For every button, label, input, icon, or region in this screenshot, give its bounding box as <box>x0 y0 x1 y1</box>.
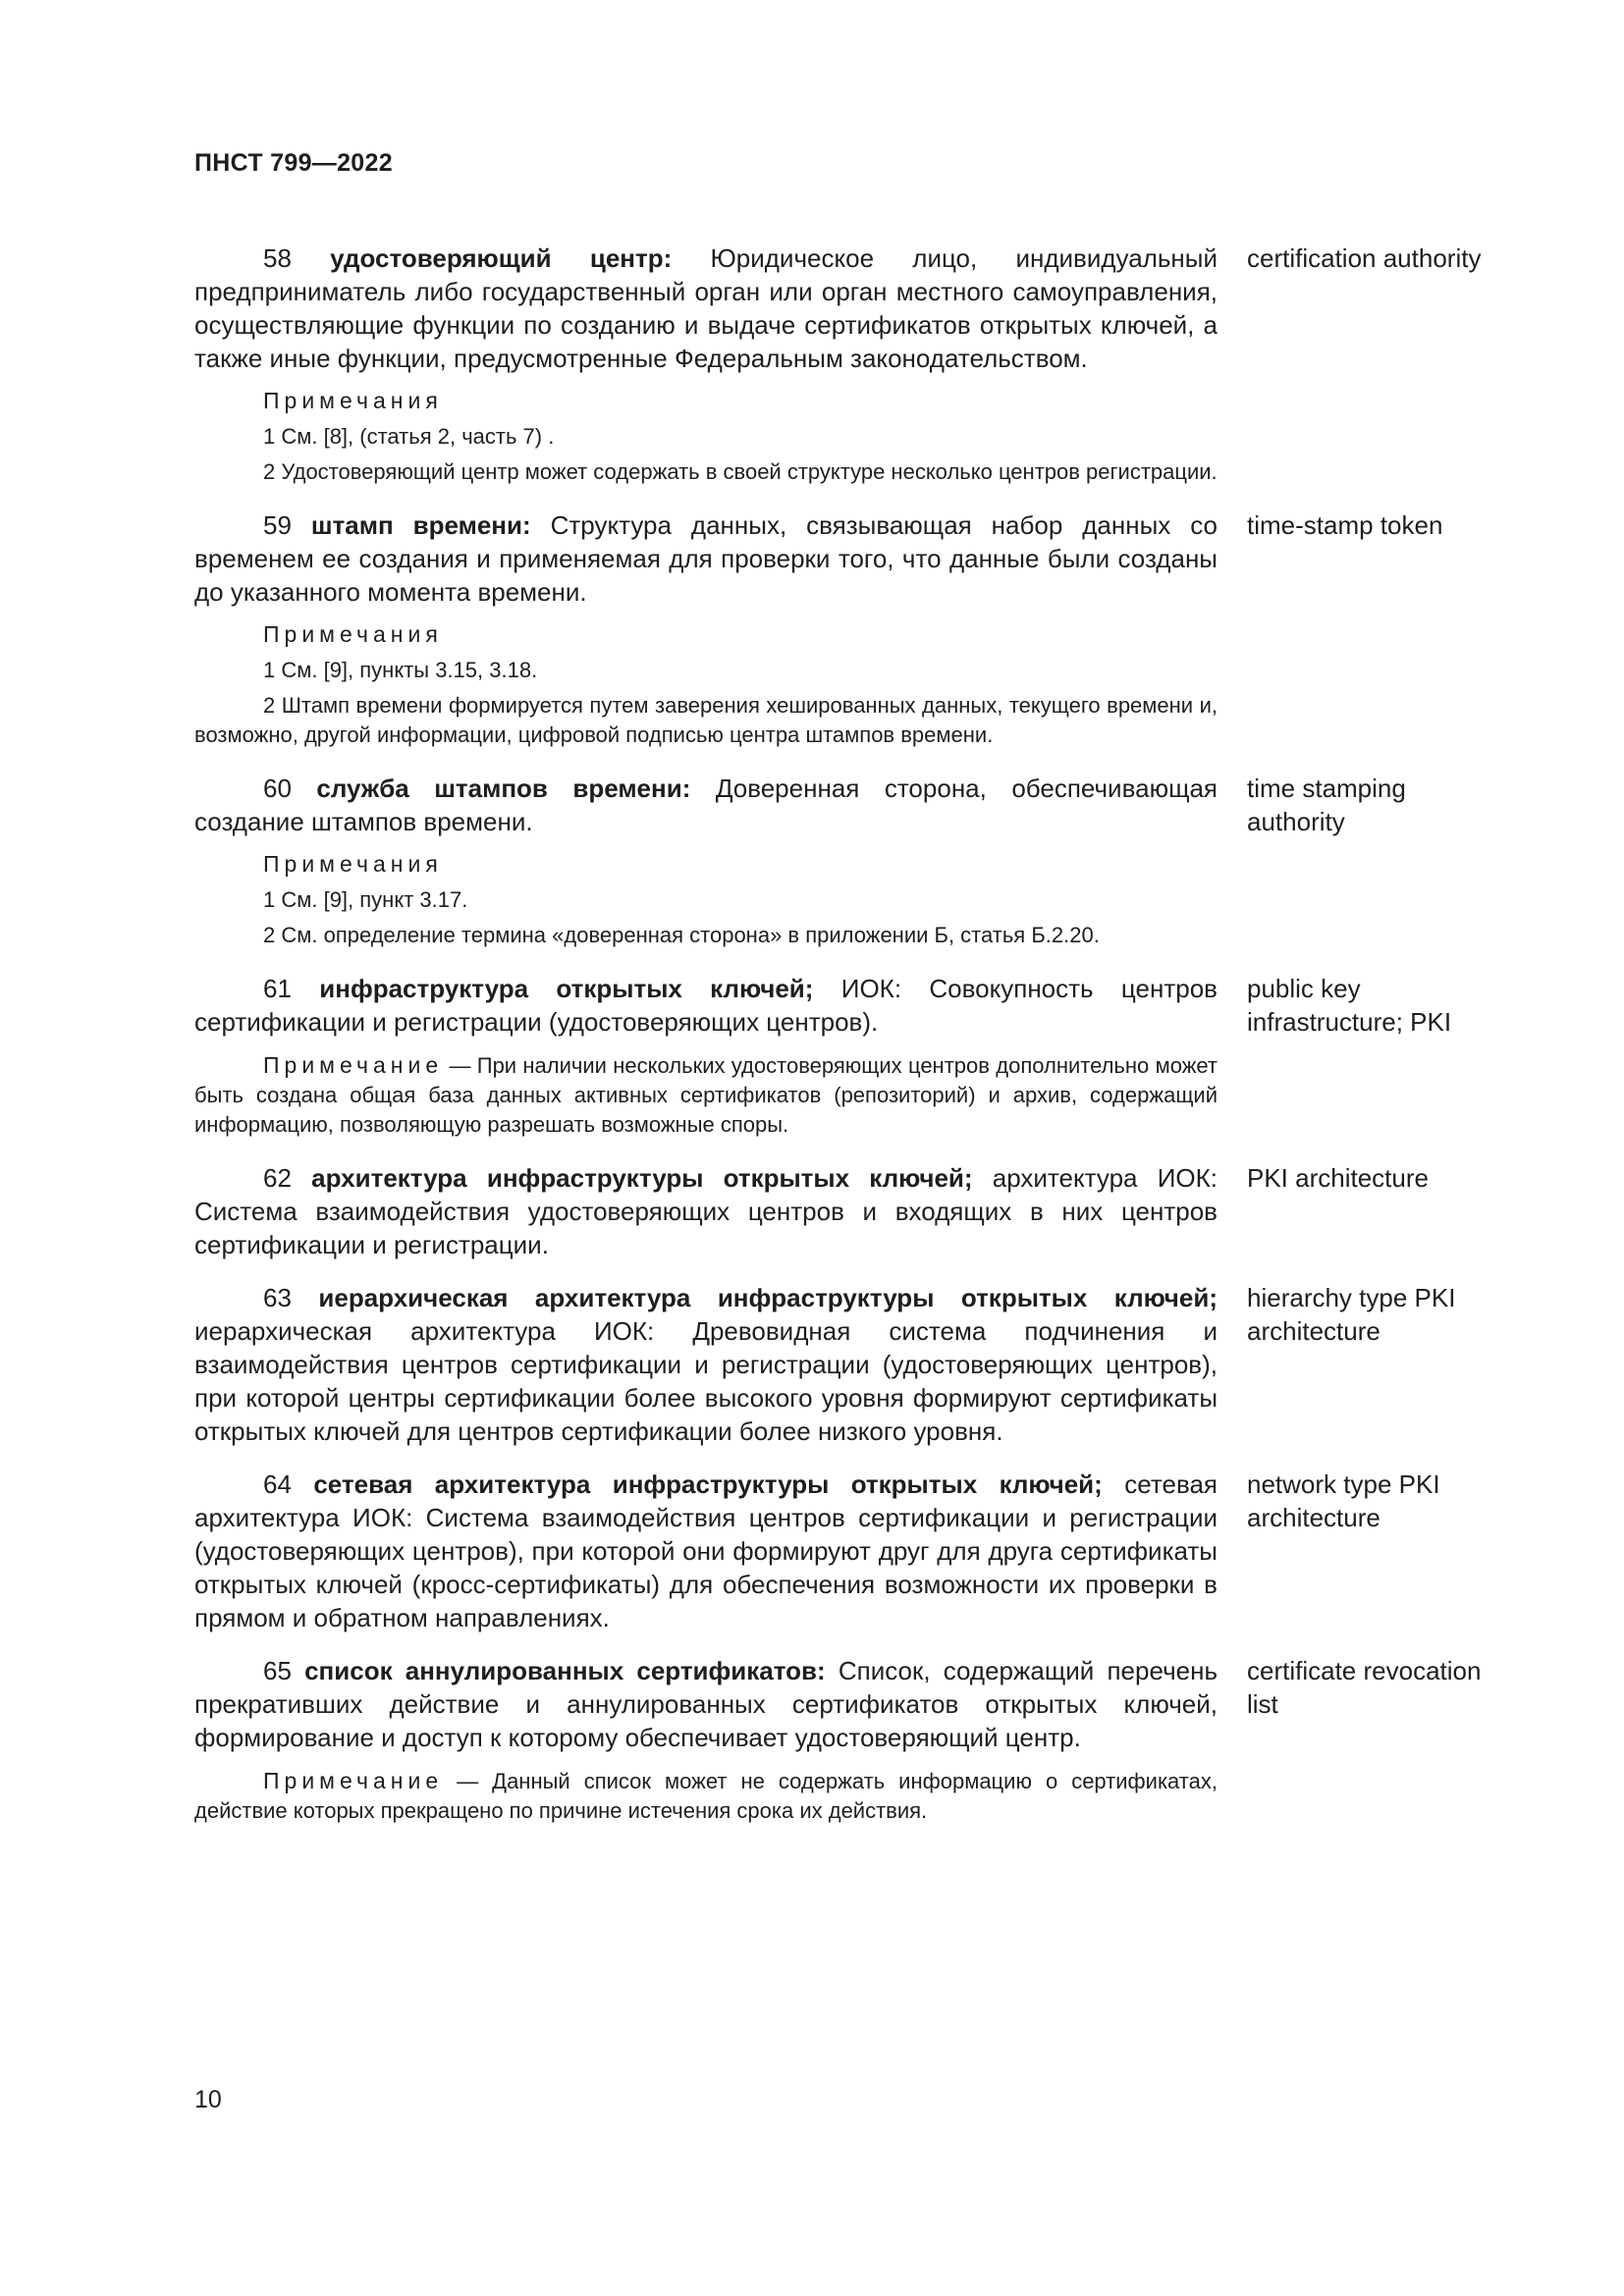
term-entry-65 <box>194 1654 1510 1826</box>
english-equivalent: time stamping authority <box>1247 774 1406 836</box>
term-definition: 61 инфраструктура открытых ключей; ИОК: Совокупность центров сертификации и регистрации (удостоверяющих центров). <box>194 974 1218 1037</box>
term-title: удостоверяющий центр: <box>330 243 673 273</box>
english-equivalent: time-stamp token <box>1247 510 1443 540</box>
note-label: Примечание <box>263 1052 444 1078</box>
term-entry-62 <box>194 1161 1510 1261</box>
term-definition: 64 сетевая архитектура инфраструктуры открытых ключей; сетевая архитектура ИОК: Система взаимодействия центров сертификации и регистрации (удостоверяющих центров), при которой они формируют друг для друга сертификаты открытых ключей (кросс-сертификаты) для обеспечения возможности их проверки в прямом и обратном направлениях. <box>194 1469 1218 1632</box>
term-title: архитектура инфраструктуры открытых ключей; <box>311 1163 973 1193</box>
term-title: список аннулированных сертификатов: <box>304 1656 826 1685</box>
note-item: 1 См. [8], (статья 2, часть 7) . <box>263 424 555 449</box>
term-title: штамп времени: <box>310 510 531 540</box>
note-label: Примечание <box>263 1768 444 1793</box>
english-equivalent: public key infrastructure; PKI <box>1247 974 1452 1037</box>
notes-label: Примечания <box>263 388 443 413</box>
term-entry-63 <box>194 1281 1510 1448</box>
term-entry-60 <box>194 772 1510 950</box>
term-entry-64 <box>194 1468 1510 1634</box>
document-header: ПНСТ 799—2022 <box>194 149 393 177</box>
english-equivalent: hierarchy type PKI architecture <box>1247 1283 1456 1346</box>
note-item: 2 См. определение термина «доверенная сторона» в приложении Б, статья Б.2.20. <box>263 923 1100 947</box>
note-item: 1 См. [9], пункт 3.17. <box>263 887 468 912</box>
term-entry-61 <box>194 972 1510 1140</box>
page-number: 10 <box>194 2086 222 2113</box>
term-title: служба штампов времени: <box>316 774 691 803</box>
term-definition: 58 удостоверяющий центр: Юридическое лицо, индивидуальный предприниматель либо государственный орган или орган местного самоуправления, осуществляющие функции по созданию и выдаче сертификатов открытых ключей, а также иные функции, предусмотренные Федеральным законодательством. <box>194 243 1218 373</box>
single-note: Примечание — Данный список может не содержать информацию о сертификатах, действие которых прекращено по причине истечения срока их действия. <box>194 1768 1218 1823</box>
term-entry-58 <box>194 241 1510 487</box>
term-title: сетевая архитектура инфраструктуры открытых ключей; <box>313 1469 1103 1499</box>
note-item: 1 См. [9], пункты 3.15, 3.18. <box>263 658 538 682</box>
term-definition: 59 штамп времени: Структура данных, связывающая набор данных со временем ее создания и применяемая для проверки того, что данные были созданы до указанного момента времени. <box>194 510 1218 607</box>
term-definition: 63 иерархическая архитектура инфраструктуры открытых ключей; иерархическая архитектура ИОК: Древовидная система подчинения и взаимодействия центров сертификации и регистрации (удостоверяющих центров), при которой центры сертификации более высокого уровня формируют сертификаты открытых ключей для центров сертификации более низкого уровня. <box>194 1283 1218 1446</box>
term-title: инфраструктура открытых ключей; <box>319 974 814 1003</box>
term-definition: 65 список аннулированных сертификатов: Список, содержащий перечень прекративших действие и аннулированных сертификатов открытых ключей, формирование и доступ к которому обеспечивает удостоверяющий центр. <box>194 1656 1218 1752</box>
english-equivalent: network type PKI architecture <box>1247 1469 1440 1532</box>
term-definition: 62 архитектура инфраструктуры открытых ключей; архитектура ИОК: Система взаимодействия удостоверяющих центров и входящих в них центров сертификации и регистрации. <box>194 1163 1218 1259</box>
english-equivalent: PKI architecture <box>1247 1163 1429 1193</box>
note-item: 2 Удостоверяющий центр может содержать в своей структуре несколько центров регистрации. <box>263 459 1218 484</box>
term-title: иерархическая архитектура инфраструктуры открытых ключей; <box>318 1283 1218 1312</box>
notes-label: Примечания <box>263 621 443 647</box>
english-equivalent: certificate revocation list <box>1247 1656 1482 1719</box>
note-item: 2 Штамп времени формируется путем заверения хешированных данных, текущего времени и, возможно, другой информации, цифровой подписью центра штампов времени. <box>194 693 1218 747</box>
notes-label: Примечания <box>263 851 443 877</box>
single-note: Примечание — При наличии нескольких удостоверяющих центров дополнительно может быть создана общая база данных активных сертификатов (репозиторий) и архив, содержащий информацию, позволяющую разрешать возможные споры. <box>194 1052 1218 1137</box>
english-equivalent: certification authority <box>1247 243 1482 273</box>
term-definition: 60 служба штампов времени: Доверенная сторона, обеспечивающая создание штампов времени. <box>194 774 1218 836</box>
term-entry-59 <box>194 508 1510 750</box>
terms-list <box>194 241 1510 1826</box>
